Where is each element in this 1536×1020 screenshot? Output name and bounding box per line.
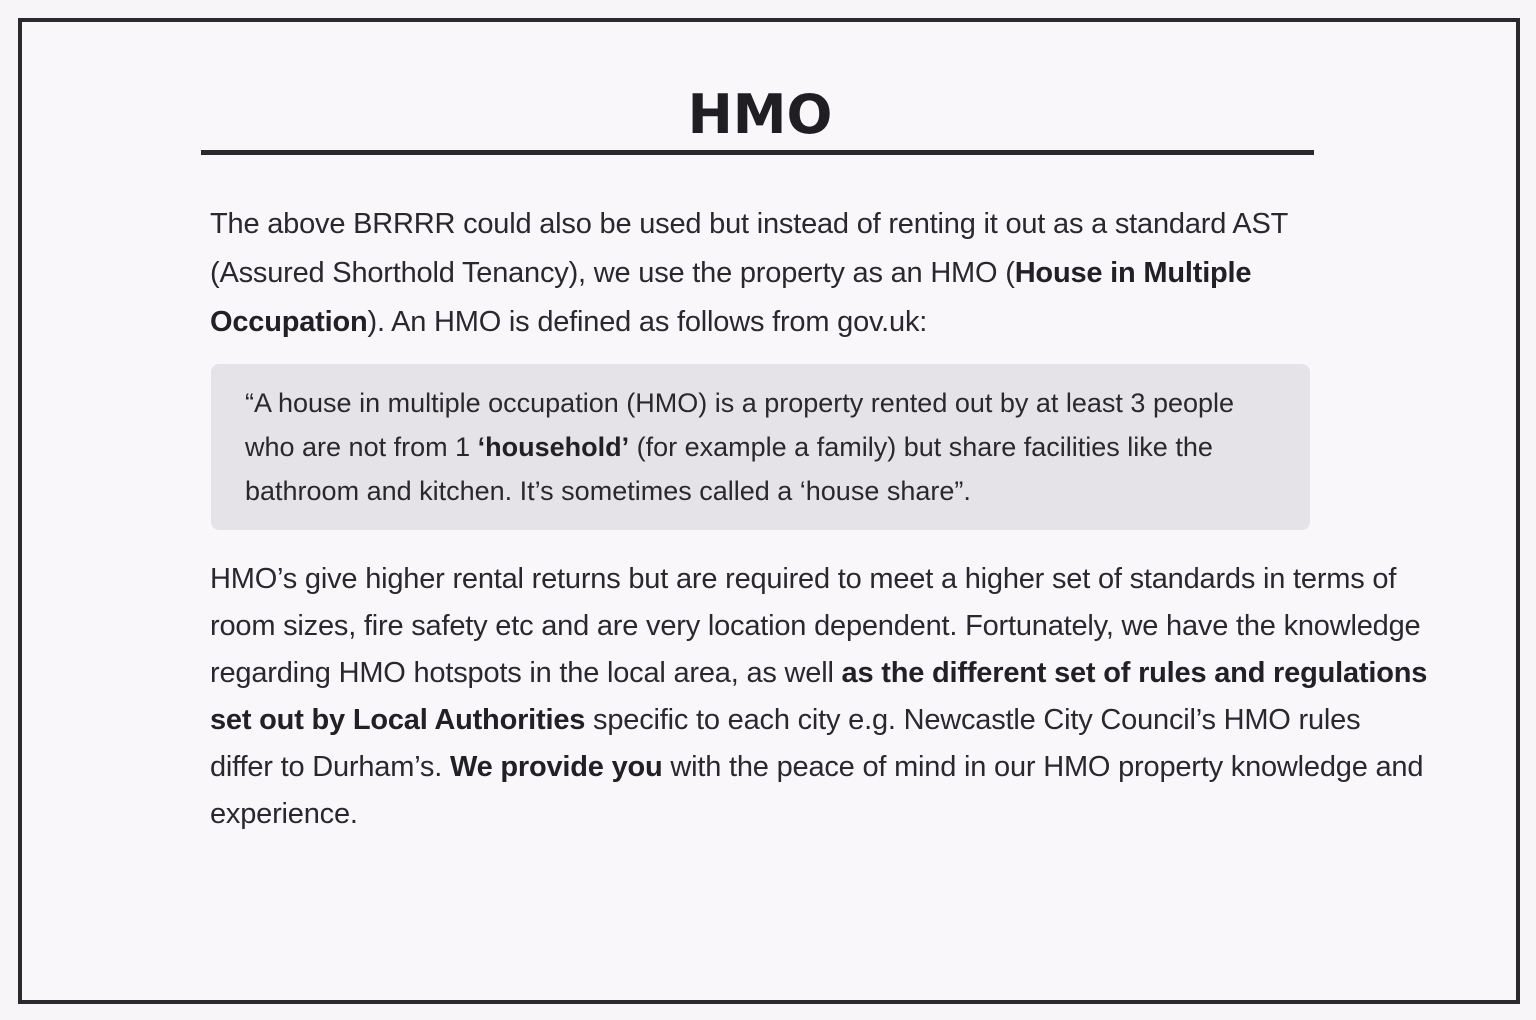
intro-paragraph: [210, 200, 1320, 347]
quote-bold-term: ‘household’: [477, 432, 630, 462]
body-bold-1: as the different set of rules and regulations set out by Local Authorities: [210, 657, 1428, 736]
body-paragraph: [210, 556, 1430, 838]
quote-text-1: “A house in multiple occupation (HMO) is a property rented out by at least 3 people who are not from 1: [245, 388, 1235, 462]
body-bold-2: We provide you: [449, 751, 663, 783]
title-underline: [201, 150, 1314, 155]
quote-box: [211, 364, 1310, 530]
page-title: HMO: [687, 83, 833, 146]
quote-text: [245, 381, 1285, 513]
intro-text-2: ). An HMO is defined as follows from gov.uk:: [367, 306, 928, 338]
intro-text-1: The above BRRRR could also be used but instead of renting it out as a standard AST (Assured Shorthold Tenancy), we use the property as an HMO (: [210, 208, 1288, 289]
intro-bold-term: House in Multiple Occupation: [210, 257, 1252, 338]
body-text-2: specific to each city e.g. Newcastle City Council’s HMO rules differ to Durham’s.: [210, 704, 1361, 783]
body-text-3: with the peace of mind in our HMO property knowledge and experience.: [210, 751, 1424, 830]
body-text-1: HMO’s give higher rental returns but are required to meet a higher set of standards in terms of room sizes, fire safety etc and are very location dependent. Fortunately, we have the knowledge regarding HMO hotspots in the local area, as well: [210, 563, 1421, 689]
quote-text-2: (for example a family) but share facilities like the bathroom and kitchen. It’s sometimes called a ‘house share”.: [245, 432, 1213, 506]
